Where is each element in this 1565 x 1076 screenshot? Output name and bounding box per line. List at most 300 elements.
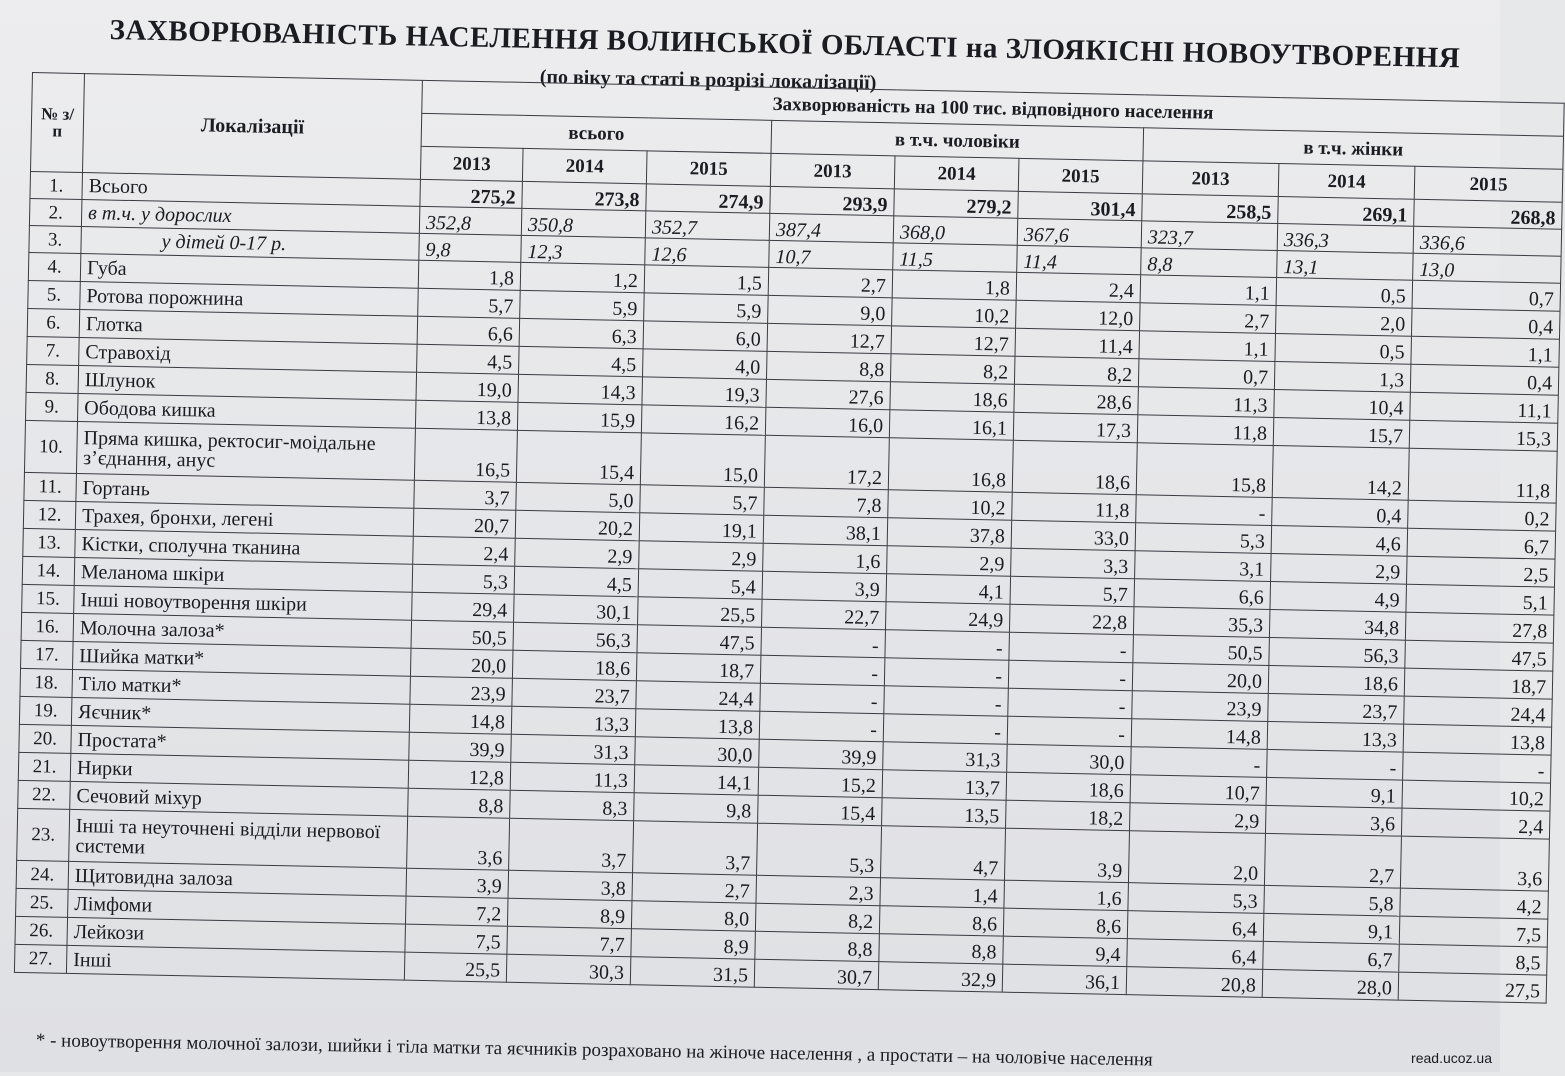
row-value: 20,8	[1126, 967, 1263, 998]
row-value: 14,8	[1131, 719, 1268, 750]
row-value: 5,3	[1128, 883, 1265, 914]
row-value: 36,1	[1002, 964, 1127, 994]
row-value: -	[1007, 716, 1132, 746]
row-value: 13,8	[1403, 724, 1552, 755]
row-value: 50,5	[411, 620, 514, 650]
row-value: 7,7	[507, 926, 632, 956]
row-value: 8,5	[1399, 944, 1548, 975]
row-value: 30,7	[754, 959, 879, 989]
row-value: 12,6	[645, 238, 770, 267]
row-value: 56,3	[513, 622, 638, 652]
row-localization: Стравохід	[79, 338, 417, 373]
row-value: 13,7	[882, 770, 1007, 800]
row-number: 8.	[26, 364, 79, 393]
row-value: 0,5	[1275, 334, 1412, 365]
row-value: 7,5	[405, 924, 508, 954]
row-value: 37,8	[887, 518, 1012, 548]
row-value: 18,7	[636, 653, 761, 683]
row-value: 50,5	[1133, 635, 1270, 666]
row-value: 3,6	[1400, 836, 1549, 891]
row-value: 1,1	[1139, 331, 1276, 362]
row-value: 31,3	[883, 742, 1008, 772]
row-value: 13,3	[1267, 721, 1404, 752]
row-value: 16,1	[889, 410, 1014, 440]
row-number: 25.	[16, 888, 69, 917]
row-value: 9,4	[1003, 936, 1128, 966]
row-value: 2,3	[756, 875, 881, 905]
row-value: 0,4	[1272, 497, 1409, 528]
row-value: 25,5	[638, 597, 763, 627]
row-value: 14,3	[518, 374, 643, 404]
row-number: 12.	[23, 500, 76, 529]
row-value: 24,4	[636, 681, 761, 711]
row-value: 1,4	[880, 878, 1005, 908]
row-number: 19.	[19, 696, 72, 725]
row-number: 14.	[22, 556, 75, 585]
row-value: 33,0	[1011, 520, 1136, 550]
row-value: 20,7	[413, 508, 516, 538]
row-localization: Кістки, сполучна тканина	[75, 529, 413, 564]
row-value: 19,0	[416, 372, 519, 402]
row-value: 1,3	[1274, 362, 1411, 393]
row-value: 4,5	[514, 566, 639, 596]
row-value: 3,7	[633, 821, 758, 875]
row-value: 2,4	[1016, 272, 1141, 302]
row-value: 8,8	[1141, 248, 1278, 278]
row-value: 31,3	[511, 734, 636, 764]
row-value: 301,4	[1018, 191, 1143, 220]
row-value: 15,4	[516, 430, 641, 484]
row-value: 32,9	[878, 962, 1003, 992]
row-value: 1,5	[644, 265, 769, 295]
row-value: 3,1	[1135, 551, 1272, 582]
row-value: 30,3	[506, 954, 631, 984]
row-value: 3,3	[1011, 548, 1136, 578]
row-value: 8,2	[1014, 356, 1139, 386]
row-value: 10,7	[769, 240, 894, 269]
row-value: 0,5	[1276, 278, 1413, 309]
row-value: 24,4	[1404, 696, 1553, 727]
row-localization: у дітей 0-17 р.	[81, 227, 419, 261]
row-value: 18,6	[890, 382, 1015, 412]
row-localization: Інші	[66, 945, 404, 980]
header-year: 2013	[770, 153, 895, 188]
row-value: -	[1008, 660, 1133, 690]
row-value: 17,3	[1013, 412, 1138, 442]
row-value: 5,7	[1010, 576, 1135, 606]
header-year: 2013	[1142, 161, 1279, 197]
row-value: 8,8	[766, 351, 891, 381]
row-number: 22.	[18, 780, 71, 809]
row-value: 2,7	[1264, 833, 1401, 888]
row-value: 9,8	[634, 793, 759, 823]
row-value: 5,3	[757, 823, 882, 877]
row-value: 2,9	[887, 546, 1012, 576]
row-value: 11,3	[510, 762, 635, 792]
row-value: -	[760, 683, 885, 713]
header-year: 2014	[1278, 164, 1415, 200]
row-value: 3,7	[509, 818, 634, 872]
row-localization: Ротова порожнина	[80, 282, 418, 317]
row-value: 8,8	[879, 934, 1004, 964]
row-value: 8,8	[755, 931, 880, 961]
row-value: 35,3	[1133, 607, 1270, 638]
row-value: 7,2	[405, 896, 508, 926]
row-number: 6.	[27, 308, 80, 337]
document-subtitle: (по віку та статі в розрізі локалізації)	[539, 66, 877, 94]
row-value: 16,5	[414, 428, 517, 482]
row-value: 34,8	[1269, 609, 1406, 640]
row-value: 15,4	[758, 795, 883, 825]
row-number: 1.	[30, 171, 83, 199]
row-number: 23.	[17, 808, 70, 861]
row-value: 8,0	[631, 901, 756, 931]
row-value: -	[1008, 688, 1133, 718]
table-body	[14, 171, 1562, 1003]
header-group-all: всього	[421, 113, 772, 153]
row-localization: Гортань	[76, 473, 414, 508]
row-value: -	[1131, 747, 1268, 778]
row-value: 13,1	[1277, 251, 1414, 281]
row-value: 11,5	[893, 243, 1018, 272]
row-value: 3,9	[1004, 828, 1129, 882]
row-value: 1,1	[1411, 336, 1560, 367]
row-value: 2,4	[413, 536, 516, 566]
row-value: 11,4	[1015, 328, 1140, 358]
row-value: 27,5	[1398, 972, 1547, 1003]
row-value: -	[884, 658, 1009, 688]
row-value: 268,8	[1414, 199, 1563, 229]
row-value: 275,2	[420, 179, 523, 208]
row-value: 4,7	[881, 826, 1006, 880]
row-value: 39,9	[759, 739, 884, 769]
row-value: 8,6	[1003, 908, 1128, 938]
row-localization: Інші та неуточнені відділи нервової системи	[69, 809, 408, 868]
row-value: 5,7	[640, 485, 765, 515]
watermark: read.ucoz.ua	[1411, 1050, 1492, 1066]
row-value: 4,0	[643, 349, 768, 379]
row-value: 15,0	[640, 433, 765, 487]
row-value: 269,1	[1278, 197, 1415, 227]
row-localization: Лейкози	[67, 917, 405, 952]
row-value: 352,7	[645, 211, 770, 240]
row-value: 47,5	[1405, 640, 1554, 671]
row-localization: Інші новоутворення шкіри	[74, 585, 412, 620]
row-value: 15,7	[1273, 417, 1410, 448]
row-value: 2,4	[1401, 808, 1550, 839]
row-value: 6,0	[643, 321, 768, 351]
row-value: 11,8	[1012, 492, 1137, 522]
row-value: 2,5	[1406, 556, 1555, 587]
row-value: 10,7	[1130, 775, 1267, 806]
row-number: 5.	[28, 280, 81, 309]
row-localization: Трахея, бронхи, легені	[75, 501, 413, 536]
row-value: 15,9	[517, 402, 642, 432]
header-group-women: в т.ч. жінки	[1143, 128, 1564, 169]
row-value: 25,5	[404, 952, 507, 982]
row-value: 11,3	[1138, 387, 1275, 418]
row-value: -	[759, 711, 884, 741]
row-value: 30,0	[635, 737, 760, 767]
row-value: 5,8	[1264, 885, 1401, 916]
header-year: 2014	[522, 148, 647, 183]
row-value: 24,9	[885, 602, 1010, 632]
row-value: -	[883, 714, 1008, 744]
row-value: 9,0	[768, 295, 893, 325]
row-number: 16.	[21, 612, 74, 641]
row-value: 11,1	[1410, 392, 1559, 423]
row-number: 24.	[16, 860, 69, 889]
row-value: 23,9	[1132, 691, 1269, 722]
row-value: 20,2	[515, 510, 640, 540]
row-value: 10,2	[888, 490, 1013, 520]
row-value: 7,8	[764, 487, 889, 517]
row-value: 39,9	[409, 732, 512, 762]
row-value: 367,6	[1017, 218, 1142, 247]
row-value: 22,7	[762, 599, 887, 629]
row-value: 18,6	[1006, 772, 1131, 802]
row-value: 16,8	[888, 438, 1013, 492]
row-localization: Лімфоми	[68, 889, 406, 924]
row-value: 0,4	[1411, 308, 1560, 339]
row-value: 47,5	[637, 625, 762, 655]
row-value: 10,2	[892, 298, 1017, 328]
header-year: 2014	[894, 156, 1019, 191]
row-value: 19,1	[639, 513, 764, 543]
row-value: 23,9	[410, 676, 513, 706]
row-value: 3,6	[1265, 805, 1402, 836]
row-value: 2,9	[1129, 803, 1266, 834]
row-value: 4,5	[519, 346, 644, 376]
row-value: 279,2	[894, 189, 1019, 218]
row-value: 12,7	[767, 323, 892, 353]
header-main: Захворюваність на 100 тис. відповідного населення	[422, 80, 1565, 136]
row-value: 1,8	[892, 270, 1017, 300]
row-value: 30,0	[1007, 744, 1132, 774]
row-number: 11.	[24, 472, 77, 501]
row-value: 20,0	[410, 648, 513, 678]
row-value: 5,9	[520, 290, 645, 320]
row-value: 6,4	[1127, 939, 1264, 970]
row-localization: Шийка матки*	[73, 641, 411, 676]
row-value: 18,6	[1012, 440, 1137, 494]
row-value: 9,1	[1266, 777, 1403, 808]
row-value: 5,9	[644, 293, 769, 323]
row-value: 31,5	[630, 957, 755, 987]
row-value: 1,6	[763, 543, 888, 573]
row-value: 11,8	[1137, 415, 1274, 446]
row-value: 16,2	[641, 405, 766, 435]
row-value: 5,0	[516, 482, 641, 512]
row-value: 2,7	[768, 267, 893, 297]
row-localization: Глотка	[79, 310, 417, 345]
row-value: 2,7	[632, 873, 757, 903]
row-value: -	[1267, 749, 1404, 780]
row-value: 9,8	[419, 233, 522, 262]
row-value: 0,4	[1410, 364, 1559, 395]
row-value: 5,7	[418, 288, 521, 318]
row-value: 2,0	[1276, 306, 1413, 337]
row-localization: Меланома шкіри	[74, 557, 412, 592]
row-value: 14,2	[1272, 445, 1409, 500]
row-number: 26.	[15, 916, 68, 945]
row-number: 7.	[27, 336, 80, 365]
footnote: * - новоутворення молочної залози, шийки і тіла матки та яєчників розраховано на жіноче населення , а простати – на чоловіче населення	[35, 1030, 1153, 1071]
table-wrapper	[14, 72, 1556, 1003]
row-localization: Всього	[82, 173, 420, 207]
row-value: 4,9	[1270, 581, 1407, 612]
row-value: 22,8	[1009, 604, 1134, 634]
row-localization: Молочна залоза*	[73, 613, 411, 648]
row-localization: Тіло матки*	[72, 669, 410, 704]
header-group-men: в т.ч. чоловіки	[771, 120, 1144, 160]
row-value: 23,7	[1268, 693, 1405, 724]
row-value: 0,7	[1138, 359, 1275, 390]
row-value: 18,6	[512, 650, 637, 680]
row-value: 18,6	[1268, 665, 1405, 696]
row-value: -	[1403, 752, 1552, 783]
row-value: 27,6	[766, 379, 891, 409]
row-value: 323,7	[1141, 221, 1278, 251]
row-value: 13,3	[511, 706, 636, 736]
row-value: 38,1	[763, 515, 888, 545]
row-value: 11,4	[1017, 245, 1142, 274]
row-value: 293,9	[770, 186, 895, 215]
row-number: 17.	[21, 640, 74, 669]
row-value: 12,7	[891, 326, 1016, 356]
row-value: 23,7	[512, 678, 637, 708]
row-value: 336,3	[1277, 224, 1414, 254]
row-value: 29,4	[412, 592, 515, 622]
row-number: 21.	[18, 752, 71, 781]
row-value: 368,0	[893, 216, 1018, 245]
row-value: 6,4	[1127, 911, 1264, 942]
row-value: 4,5	[417, 344, 520, 374]
row-value: 2,0	[1128, 831, 1265, 886]
row-value: 350,8	[521, 208, 646, 237]
row-value: 2,9	[1271, 553, 1408, 584]
row-number: 4.	[28, 252, 81, 281]
row-localization: Нирки	[70, 753, 408, 788]
row-localization: Сечовий міхур	[70, 781, 408, 816]
row-number: 20.	[19, 724, 72, 753]
row-number: 9.	[26, 392, 79, 421]
row-value: 3,7	[414, 480, 517, 510]
row-value: 2,9	[639, 541, 764, 571]
row-value: -	[885, 630, 1010, 660]
row-value: 6,6	[1134, 579, 1271, 610]
row-value: 15,3	[1409, 420, 1558, 451]
row-value: -	[760, 655, 885, 685]
row-value: 273,8	[522, 181, 647, 210]
row-value: 7,5	[1399, 916, 1548, 947]
row-value: 1,1	[1140, 275, 1277, 306]
row-value: 13,5	[882, 798, 1007, 828]
row-value: 16,0	[765, 407, 890, 437]
row-value: 8,8	[408, 788, 511, 818]
row-value: 387,4	[769, 213, 894, 242]
row-value: 9,1	[1263, 913, 1400, 944]
header-year: 2015	[646, 151, 771, 186]
row-value: 2,7	[1140, 303, 1277, 334]
row-value: 3,8	[508, 870, 633, 900]
row-value: 28,0	[1262, 969, 1399, 1000]
row-value: 19,3	[642, 377, 767, 407]
row-value: 8,9	[507, 898, 632, 928]
row-value: 8,2	[755, 903, 880, 933]
row-value: 18,7	[1404, 668, 1553, 699]
row-value: 3,9	[406, 868, 509, 898]
row-value: -	[761, 627, 886, 657]
row-value: 5,1	[1406, 584, 1555, 615]
row-value: 6,6	[417, 316, 520, 346]
row-value: 20,0	[1132, 663, 1269, 694]
row-value: 13,0	[1413, 253, 1562, 283]
row-value: 8,3	[510, 790, 635, 820]
row-value: 258,5	[1142, 194, 1279, 224]
row-localization: Простата*	[71, 725, 409, 760]
row-value: 56,3	[1269, 637, 1406, 668]
row-value: 12,3	[521, 235, 646, 264]
row-value: 3,6	[407, 816, 510, 870]
row-value: 28,6	[1014, 384, 1139, 414]
row-value: 12,0	[1016, 300, 1141, 330]
row-localization: Пряма кишка, ректосиг-моідальне з’єднання, анус	[76, 421, 415, 480]
row-value: 4,1	[886, 574, 1011, 604]
header-num: № з/п	[31, 73, 85, 173]
header-year: 2015	[1018, 158, 1143, 193]
row-value: 8,6	[879, 906, 1004, 936]
row-number: 3.	[29, 225, 82, 253]
row-localization: Шлунок	[78, 365, 416, 400]
row-value: 3,9	[762, 571, 887, 601]
header-year: 2013	[420, 146, 523, 181]
row-value: 4,6	[1271, 525, 1408, 556]
row-value: 15,8	[1136, 443, 1273, 498]
row-localization: Яєчник*	[71, 697, 409, 732]
row-value: 8,9	[631, 929, 756, 959]
row-value: 15,2	[758, 767, 883, 797]
document-title: ЗАХВОРЮВАНІСТЬ НАСЕЛЕННЯ ВОЛИНСЬКОЇ ОБЛАСТІ на ЗЛОЯКІСНІ НОВОУТВОРЕННЯ	[109, 14, 1461, 75]
row-value: 274,9	[646, 184, 771, 213]
row-value: 1,6	[1004, 880, 1129, 910]
row-value: 14,8	[409, 704, 512, 734]
row-value: 14,1	[634, 765, 759, 795]
row-value: 18,2	[1006, 800, 1131, 830]
row-value: 11,8	[1408, 448, 1557, 503]
row-value: 13,8	[415, 400, 518, 430]
row-value: 27,8	[1405, 612, 1554, 643]
row-number: 18.	[20, 668, 73, 697]
row-value: 13,8	[635, 709, 760, 739]
row-value: -	[1136, 495, 1273, 526]
row-localization: Ободова кишка	[77, 393, 415, 428]
row-number: 27.	[14, 944, 67, 973]
row-value: 5,4	[638, 569, 763, 599]
row-value: 6,3	[519, 318, 644, 348]
row-value: -	[1009, 632, 1134, 662]
row-value: 5,3	[412, 564, 515, 594]
row-value: 2,9	[515, 538, 640, 568]
row-localization: в т.ч. у дорослих	[81, 200, 419, 234]
row-number: 10.	[24, 420, 77, 473]
row-number: 2.	[29, 198, 82, 226]
row-value: 336,6	[1413, 226, 1562, 256]
row-value: 0,2	[1408, 500, 1557, 531]
header-year: 2015	[1414, 166, 1563, 202]
row-value: 30,1	[514, 594, 639, 624]
row-value: 5,3	[1135, 523, 1272, 554]
